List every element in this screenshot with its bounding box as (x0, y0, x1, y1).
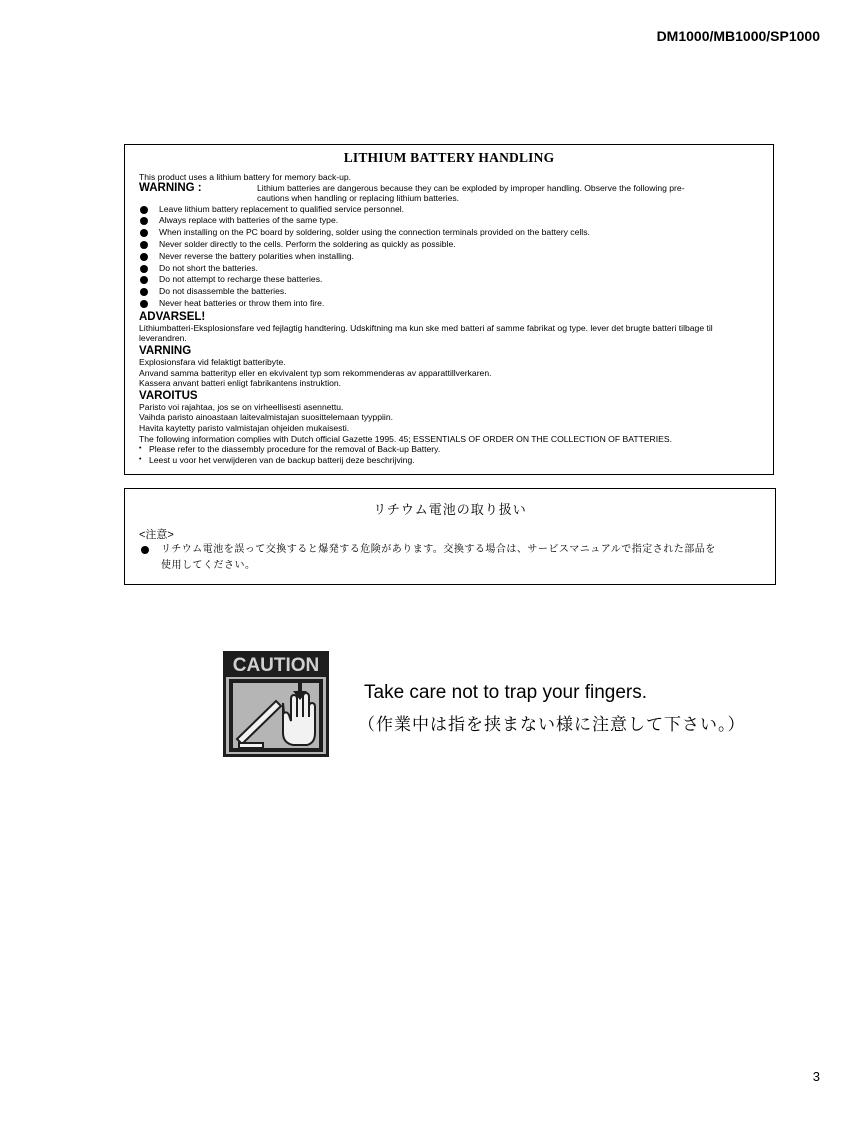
list-item: When installing on the PC board by soldering, solder using the connection terminals provided on the battery cells. (139, 227, 759, 239)
advarsel-text: Lithiumbatteri-Eksplosionsfare ved fejlagtig handtering. Udskiftning ma kun ske med batteri af samme fabrikat og type. lever det brugte batteri tilbage til leverandren. (139, 322, 713, 344)
varning-line: Kassera anvant batteri enligt fabrikantens instruktion. (139, 378, 342, 389)
varning-line: Explosionsfara vid felaktigt batteribyte. (139, 356, 286, 367)
intro-text: This product uses a lithium battery for memory back-up. (139, 172, 352, 182)
list-item: • Leest u voor het verwijderen van de backup batterij deze beschrijving. (139, 455, 759, 465)
list-item: Never solder directly to the cells. Perform the soldering as quickly as possible. (139, 239, 759, 251)
list-item: Do not attempt to recharge these batteries. (139, 274, 759, 286)
list-item: • Please refer to the diassembly procedure for the removal of Back-up Battery. (139, 444, 759, 454)
model-header: DM1000/MB1000/SP1000 (656, 28, 820, 44)
list-item: Leave lithium battery replacement to qualified service personnel. (139, 204, 759, 216)
warning-text-line: cautions when handling or replacing lithium batteries. (257, 193, 460, 203)
list-item: Always replace with batteries of the same type. (139, 215, 759, 227)
japanese-battery-box (124, 488, 776, 585)
jp-bullet-line: 使用してください。 (161, 560, 256, 571)
varoitus-line: Vaihda paristo ainoastaan laitevalmistajan suosittelemaan tyyppiin. (139, 412, 393, 423)
box-title: LITHIUM BATTERY HANDLING (343, 150, 555, 165)
caution-text-en: Take care not to trap your fingers. (364, 682, 648, 703)
varning-line: Anvand samma batterityp eller en ekvivalent typ som rekommenderas av apparattillverkaren. (139, 367, 492, 378)
notes-list (139, 444, 759, 465)
list-item: Do not short the batteries. (139, 263, 759, 275)
jp-caution-label: <注意> (139, 529, 174, 541)
caution-text-jp: （作業中は指を挟まない様に注意して下さい。） (358, 715, 746, 734)
advarsel-heading: ADVARSEL! (139, 310, 206, 323)
warning-text-line: Lithium batteries are dangerous because they can be exploded by improper handling. Observe the following pre- (257, 183, 685, 194)
lithium-battery-box (124, 144, 774, 475)
caution-icon (223, 651, 329, 757)
varoitus-heading: VAROITUS (139, 389, 198, 402)
list-item: Never reverse the battery polarities when installing. (139, 251, 759, 263)
page-number: 3 (812, 1069, 820, 1084)
list-item: Do not disassemble the batteries. (139, 286, 759, 298)
warning-text (257, 182, 685, 203)
varoitus-line: Paristo voi rajahtaa, jos se on virheellisesti asennettu. (139, 401, 344, 412)
warning-row (139, 182, 759, 203)
dutch-info: The following information complies with Dutch official Gazette 1995. 45; ESSENTIALS OF ORDER ON THE COLLECTION OF BATTERIES. (139, 433, 672, 444)
warning-label: WARNING : (139, 182, 202, 195)
varning-heading: VARNING (139, 344, 192, 357)
jp-bullet (139, 542, 761, 574)
jp-bullet-line: リチウム電池を誤って交換すると爆発する危険があります。交換する場合は、サービスマニュアルで指定された部品を (161, 544, 716, 555)
list-item: Never heat batteries or throw them into fire. (139, 298, 759, 310)
jp-box-title: リチウム電池の取り扱い (373, 502, 527, 517)
varoitus-line: Havita kaytetty paristo valmistajan ohjeiden mukaisesti. (139, 422, 350, 433)
caution-icon-label: CAUTION (232, 655, 320, 676)
precaution-list (139, 204, 759, 310)
